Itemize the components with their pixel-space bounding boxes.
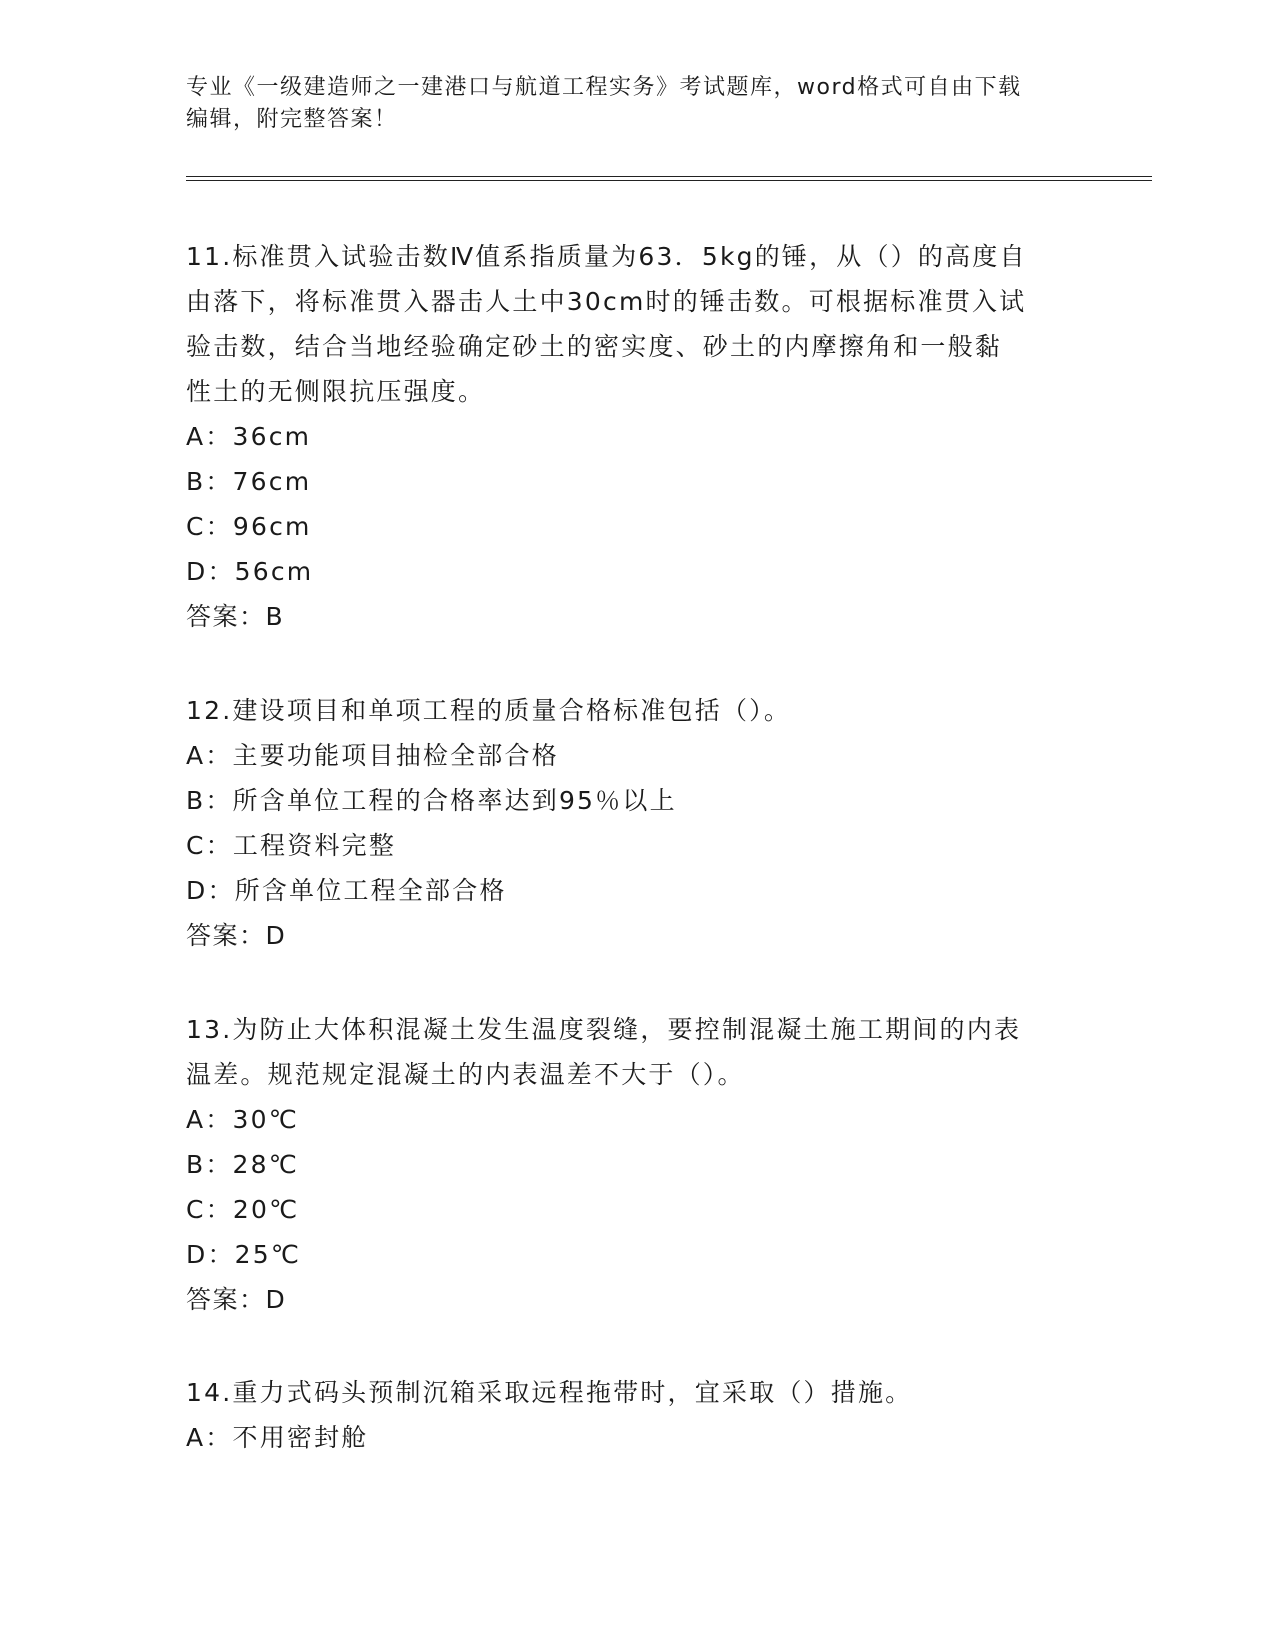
option-b: B：28℃ [186, 1150, 300, 1179]
question-12 [186, 688, 1086, 958]
question-stem-line: 验击数，结合当地经验确定砂土的密实度、砂土的内摩擦角和一般黏 [186, 332, 1003, 361]
header-divider [186, 176, 1152, 181]
question-stem-line: 11.标准贯入试验击数Ⅳ值系指质量为63．5kg的锤，从（）的高度自 [186, 242, 1027, 271]
header-line-2: 编辑，附完整答案！ [186, 107, 398, 132]
question-14 [186, 1370, 1086, 1460]
option-b: B：76cm [186, 467, 312, 496]
option-d: D：56cm [186, 557, 314, 586]
option-d: D：25℃ [186, 1240, 302, 1269]
option-a: A：主要功能项目抽检全部合格 [186, 741, 559, 770]
option-c: C：20℃ [186, 1195, 300, 1224]
question-stem-line: 13.为防止大体积混凝土发生温度裂缝，要控制混凝土施工期间的内表 [186, 1015, 1022, 1044]
option-a: A：不用密封舱 [186, 1423, 369, 1452]
question-stem-line: 12.建设项目和单项工程的质量合格标准包括（）。 [186, 696, 792, 725]
header-line-1: 专业《一级建造师之一建港口与航道工程实务》考试题库，word格式可自由下载 [186, 75, 1022, 100]
answer-label: 答案：D [186, 921, 287, 950]
question-stem-line: 由落下，将标准贯入器击人土中30cm时的锤击数。可根据标准贯入试 [186, 287, 1027, 316]
question-stem-line: 性土的无侧限抗压强度。 [186, 377, 486, 406]
option-a: A：36cm [186, 422, 312, 451]
option-d: D：所含单位工程全部合格 [186, 876, 507, 905]
option-b: B：所含单位工程的合格率达到95％以上 [186, 786, 677, 815]
question-stem-line: 温差。规范规定混凝土的内表温差不大于（）。 [186, 1060, 745, 1089]
option-a: A：30℃ [186, 1105, 299, 1134]
document-header [186, 72, 1066, 136]
question-13 [186, 1007, 1086, 1322]
answer-label: 答案：B [186, 602, 285, 631]
question-stem-line: 14.重力式码头预制沉箱采取远程拖带时，宜采取（）措施。 [186, 1378, 913, 1407]
option-c: C：工程资料完整 [186, 831, 397, 860]
option-c: C：96cm [186, 512, 312, 541]
answer-label: 答案：D [186, 1285, 287, 1314]
question-11 [186, 234, 1086, 639]
